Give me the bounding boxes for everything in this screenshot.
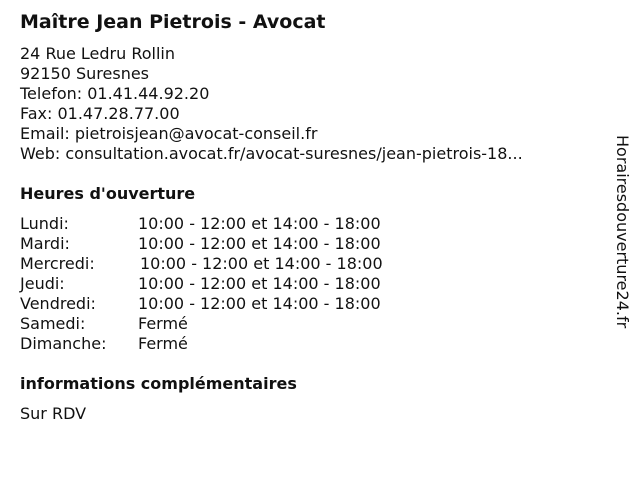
hours-table <box>20 214 440 354</box>
day-label: Samedi: <box>20 314 86 333</box>
hours-row-monday <box>20 214 440 234</box>
hours-row-saturday <box>20 314 440 334</box>
phone-line: Telefon: 01.41.44.92.20 <box>20 84 210 103</box>
hours-row-sunday <box>20 334 440 354</box>
info-heading: informations complémentaires <box>20 374 297 393</box>
day-label: Lundi: <box>20 214 69 233</box>
time-value: 10:00 - 12:00 et 14:00 - 18:00 <box>138 234 381 253</box>
hours-row-wednesday <box>20 254 440 274</box>
time-value: 10:00 - 12:00 et 14:00 - 18:00 <box>138 274 381 293</box>
day-label: Jeudi: <box>20 274 65 293</box>
contact-block <box>20 44 523 164</box>
street-address: 24 Rue Ledru Rollin <box>20 44 176 63</box>
email-line: Email: pietroisjean@avocat-conseil.fr <box>20 124 318 143</box>
time-value: 10:00 - 12:00 et 14:00 - 18:00 <box>140 254 383 273</box>
business-name: Maître Jean Pietrois - Avocat <box>20 11 326 33</box>
day-label: Mardi: <box>20 234 70 253</box>
hours-row-thursday <box>20 274 440 294</box>
day-label: Mercredi: <box>20 254 95 273</box>
hours-row-friday <box>20 294 440 314</box>
web-line: Web: consultation.avocat.fr/avocat-suresnes/jean-pietrois-18... <box>20 144 523 163</box>
time-value: Fermé <box>138 334 188 353</box>
time-value: 10:00 - 12:00 et 14:00 - 18:00 <box>138 214 381 233</box>
time-value: Fermé <box>138 314 188 333</box>
time-value: 10:00 - 12:00 et 14:00 - 18:00 <box>138 294 381 313</box>
day-label: Vendredi: <box>20 294 96 313</box>
day-label: Dimanche: <box>20 334 107 353</box>
city-postcode: 92150 Suresnes <box>20 64 150 83</box>
hours-row-tuesday <box>20 234 440 254</box>
fax-line: Fax: 01.47.28.77.00 <box>20 104 180 123</box>
hours-heading: Heures d'ouverture <box>20 184 196 203</box>
site-watermark: Horairesdouverture24.fr <box>613 135 632 329</box>
info-text: Sur RDV <box>20 404 87 423</box>
